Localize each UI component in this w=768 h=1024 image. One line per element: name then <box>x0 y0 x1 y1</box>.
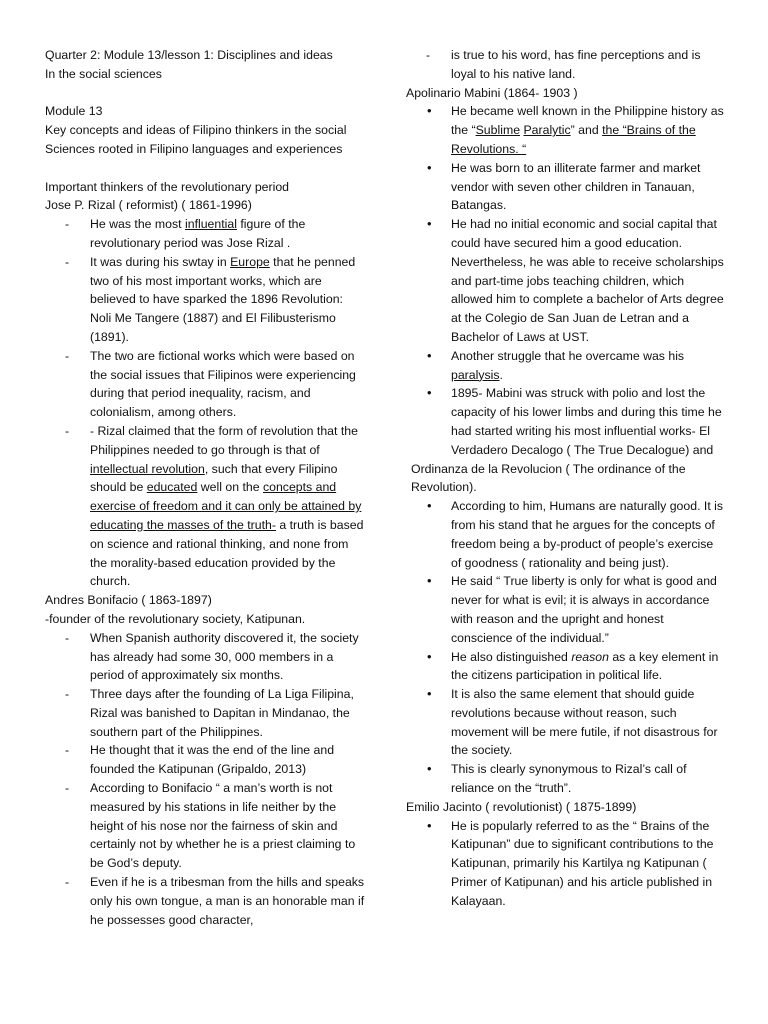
mabini-item: • He had no initial economic and social capital that could have secured him a good education. Nevertheless, he was able to receive scholarships and part-time jobs teaching children, which allowed him to complete a bachelor of Arts degree at the Colegio de San Juan de Letran and a Bachelor of Laws at UST. <box>427 216 724 344</box>
bonifacio-item-continued: - is true to his word, has fine perceptions and is loyal to his native land. <box>426 48 701 81</box>
left-column <box>45 46 365 929</box>
bonifacio-heading: Andres Bonifacio ( 1863-1897) <box>45 593 212 608</box>
mabini-item: • 1895- Mabini was struck with polio and lost the capacity of his lower limbs and during this time he had started writing his most influential works- El Verdadero Decalogo ( The True Decalogue) and <box>427 385 722 457</box>
document-header: Quarter 2: Module 13/lesson 1: Disciplines and ideas In the social sciences <box>45 48 333 81</box>
mabini-item: • He also distinguished reason as a key element in the citizens participation in political life. <box>427 648 719 683</box>
module-title: Module 13 <box>45 104 103 119</box>
mabini-item: • He was born to an illiterate farmer and market vendor with seven other children in Tanauan, Batangas. <box>427 159 701 213</box>
bonifacio-item: - When Spanish authority discovered it, the society has already had some 30, 000 members in a period of approximately six months. <box>65 630 359 683</box>
rizal-item: - The two are fictional works which were based on the social issues that Filipinos were experiencing during that period inequality, racism, and colonialism, among others. <box>65 348 356 420</box>
rizal-item: - - Rizal claimed that the form of revolution that the Philippines needed to go through is that of intellectual revolution, such that every Filipino should be educated well on the concepts and exercise of freedom and it can only be attained by educating the masses of the truth- a truth is based on science and rational thinking, and none from the morality-based education provided by the church. <box>65 423 364 589</box>
jacinto-item: • He is popularly referred to as the “ Brains of the Katipunan” due to significant contributions to the Katipunan, primarily his Kartilya ng Katipunan ( Primer of Katipunan) and his article published in Kalayaan. <box>427 817 714 908</box>
right-column <box>406 46 726 911</box>
bonifacio-item: - He thought that it was the end of the line and founded the Katipunan (Gripaldo, 2013) <box>65 743 335 777</box>
mabini-item: • According to him, Humans are naturally good. It is from his stand that he argues for the concepts of freedom being a by-product of people’s exercise of goodness ( rationality and being just). <box>427 498 724 570</box>
mabini-item: • This is clearly synonymous to Rizal’s call of reliance on the “truth”. <box>427 761 687 796</box>
bonifacio-item: - According to Bonifacio “ a man’s worth is not measured by his stations in life neither by the height of his nose nor the fairness of skin and certainly not by whether he is a priest claiming to be God’s deputy. <box>65 781 356 871</box>
bonifacio-subheading: -founder of the revolutionary society, Katipunan. <box>45 611 306 626</box>
module-subtitle: Key concepts and ideas of Filipino thinkers in the social Sciences rooted in Filipino languages and experiences <box>45 123 347 156</box>
jacinto-heading: Emilio Jacinto ( revolutionist) ( 1875-1899) <box>406 799 637 814</box>
mabini-item: • He said “ True liberty is only for what is good and never for what is evil; it is always in accordance with reason and the upright and honest conscience of the individual.” <box>427 573 717 645</box>
mabini-item: • Another struggle that he overcame was his paralysis. <box>427 347 685 382</box>
bonifacio-item: - Three days after the founding of La Liga Filipina, Rizal was banished to Dapitan in Mindanao, the southern part of the Philippines. <box>65 687 354 739</box>
bonifacio-item: - Even if he is a tribesman from the hills and speaks only his own tongue, a man is an honorable man if he possesses good character, <box>65 875 365 927</box>
rizal-heading: Jose P. Rizal ( reformist) ( 1861-1996) <box>45 198 252 213</box>
section-heading: Important thinkers of the revolutionary period <box>45 179 290 194</box>
mabini-item: • He became well known in the Philippine history as the “Sublime Paralytic” and the “Brains of the Revolutions. “ <box>427 103 724 156</box>
mabini-heading: Apolinario Mabini (1864- 1903 ) <box>406 85 578 100</box>
ordinanza-line: Ordinanza de la Revolucion ( The ordinance of the Revolution). <box>411 461 686 495</box>
mabini-item: • It is also the same element that should guide revolutions because without reason, such movement will be mere futile, if not disastrous for the society. <box>427 686 718 758</box>
rizal-item: - He was the most influential figure of the revolutionary period was Jose Rizal . <box>65 217 306 250</box>
rizal-item: - It was during his swtay in Europe that he penned two of his most important works, which are believed to have sparked the 1896 Revolution: Noli Me Tangere (1887) and El Filibusterismo (1891). <box>65 254 356 344</box>
